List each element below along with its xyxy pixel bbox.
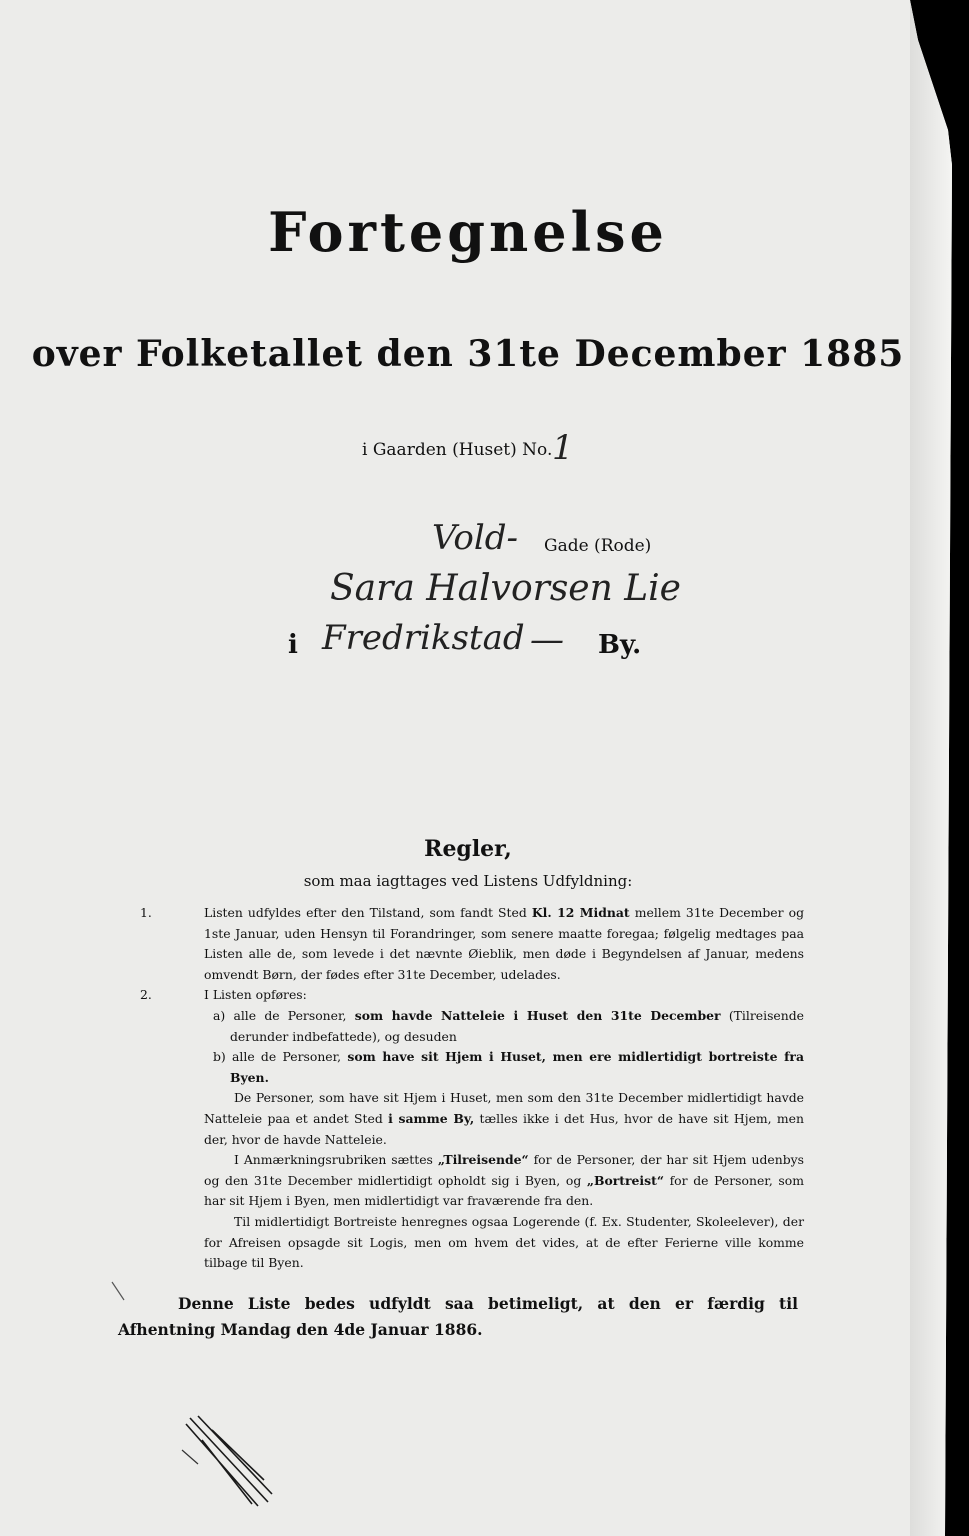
city-prefix: i — [288, 630, 298, 660]
house-number-label: i Gaarden (Huset) No. — [362, 440, 553, 460]
rule-2b: b) alle de Personer, som have sit Hjem i Huset, men ere midlertidigt bortreiste fra Byen. — [213, 1049, 804, 1085]
house-number-value: 1 — [552, 428, 574, 468]
rule-1: 1. Listen udfyldes efter den Tilstand, som fandt Sted Kl. 12 Midnat mellem 31te December og 1ste Januar, uden Hensyn til Forandringer, som senere maatte foregaa; følgelig medtages paa Listen alle de, som levede i det nævnte Øieblik, men døde i Begyndelsen af Januar, medens omvendt Børn, der fødes efter 31te December, udelades. — [140, 905, 805, 982]
rules-heading: Regler, — [424, 836, 512, 862]
city-label: By. — [598, 630, 642, 660]
street-name-value: Vold- — [432, 518, 519, 558]
street-label: Gade (Rode) — [544, 536, 652, 556]
pencil-mark-icon — [110, 1280, 130, 1304]
form-title: Fortegnelse — [268, 200, 668, 264]
rule-paragraph-3: Til midlertidigt Bortreiste henregnes ogsaa Logerende (f. Ex. Studenter, Skoleelever), der for Afreisen opsagde sit Logis, men om hvem det vides, at de efter Ferierne ville komme tilbage til Byen. — [204, 1213, 804, 1271]
rules-subheading: som maa iagttages ved Listens Udfyldning: — [303, 872, 633, 890]
owner-name-value: Sara Halvorsen Lie — [330, 568, 681, 609]
pickup-notice: Denne Liste bedes udfyldt saa betimeligt, at den er færdig til Afhentning Mandag den 4de Januar 1886. — [118, 1294, 798, 1339]
city-dash: — — [530, 620, 564, 660]
rule-paragraph-2: I Anmærkningsrubriken sættes „Tilreisende“ for de Personer, der har sit Hjem udenbys og den 31te December midlertidigt opholdt sig i Byen, og „Bortreist“ for de Personer, som har sit Hjem i Byen, men midlertidigt var fraværende fra den. — [204, 1152, 804, 1209]
form-subtitle: over Folketallet den 31te December 1885 — [31, 333, 905, 375]
hatch-mark-icon — [172, 1410, 282, 1510]
rule-paragraph-1: De Personer, som have sit Hjem i Huset, men som den 31te December midlertidigt havde Natteleie paa et andet Sted i samme By, tælles ikke i det Hus, hvor de have sit Hjem, men der, hvor de havde Natteleie. — [204, 1090, 804, 1147]
city-name-value: Fredrikstad — [322, 618, 525, 658]
rules-body — [140, 903, 805, 1274]
rule-2: 2. I Listen opføres: — [140, 987, 307, 1003]
rule-2a: a) alle de Personer, som havde Natteleie i Huset den 31te December (Tilreisende derunder indbefattede), og desuden — [213, 1007, 804, 1044]
